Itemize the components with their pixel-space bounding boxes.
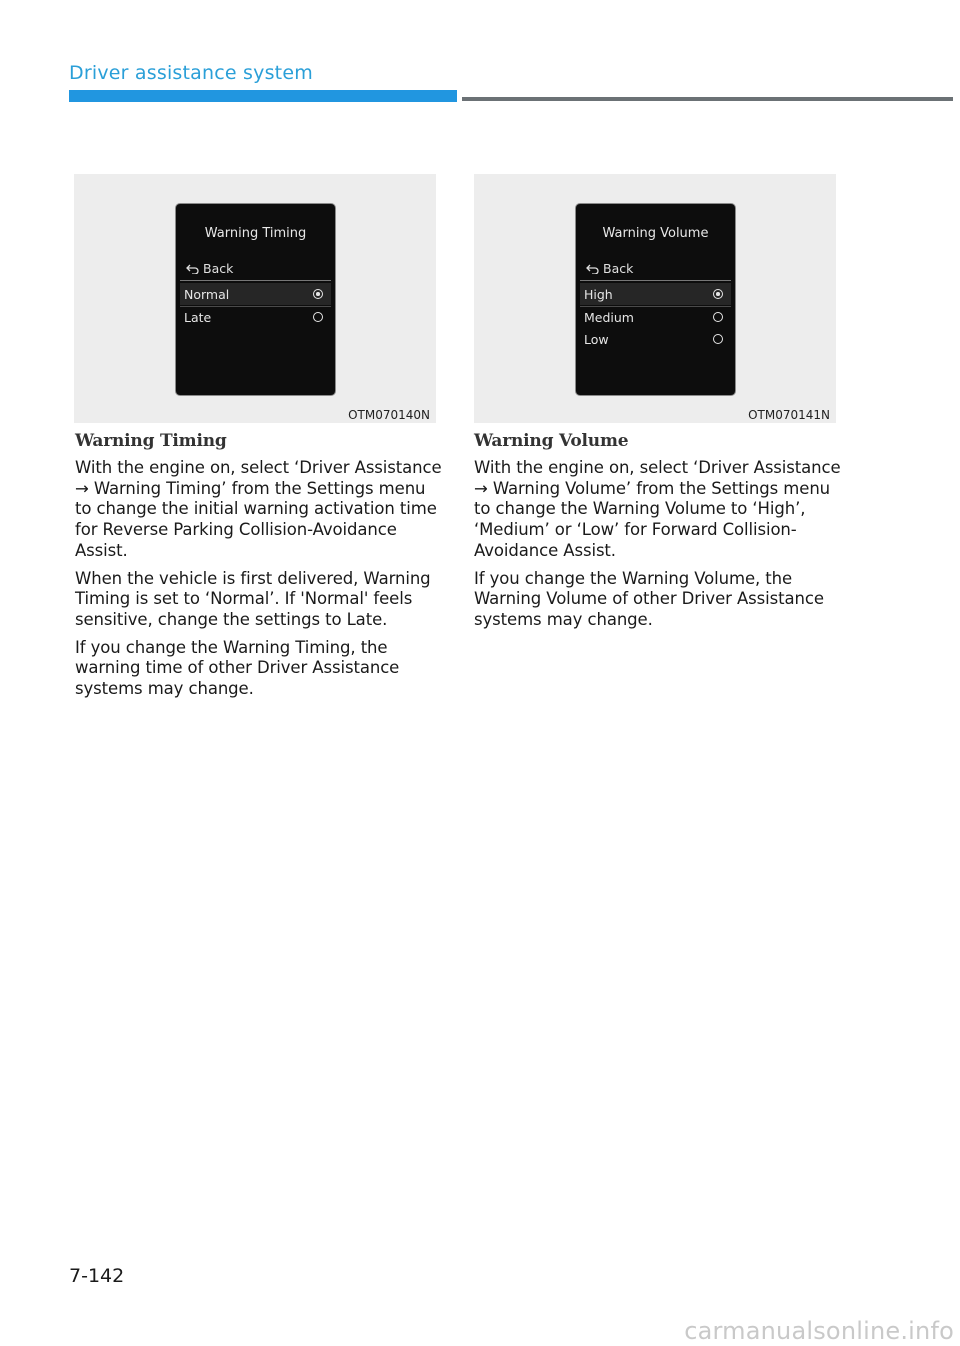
option-label: Normal — [184, 286, 230, 302]
section-heading: Warning Volume — [474, 431, 629, 451]
radio-selected-icon — [713, 289, 723, 299]
page-number: 7-142 — [69, 1265, 125, 1287]
option-normal — [180, 283, 331, 305]
back-label: Back — [203, 261, 234, 276]
radio-unselected-icon — [313, 312, 323, 322]
radio-selected-icon — [313, 289, 323, 299]
figure-warning-timing — [74, 174, 436, 423]
back-button — [586, 261, 633, 276]
radio-unselected-icon — [713, 312, 723, 322]
figure-warning-volume — [474, 174, 836, 423]
chapter-title: Driver assistance system — [69, 62, 313, 84]
figure-code: OTM070140N — [348, 408, 430, 422]
paragraph: If you change the Warning Volume, the Warning Volume of other Driver Assistance systems may change. — [474, 568, 824, 629]
option-label: High — [584, 286, 613, 302]
option-high — [580, 283, 731, 305]
option-low — [580, 328, 731, 350]
back-arrow-icon — [186, 264, 199, 274]
header-bar-accent — [69, 90, 457, 102]
figure-code: OTM070141N — [748, 408, 830, 422]
option-late — [180, 306, 331, 328]
back-label: Back — [603, 261, 634, 276]
radio-unselected-icon — [713, 334, 723, 344]
back-button — [186, 261, 233, 276]
option-label: Low — [584, 331, 609, 347]
watermark: carmanualsonline.info — [684, 1317, 954, 1345]
divider — [180, 280, 331, 281]
header-bar-line — [462, 97, 953, 101]
option-medium — [580, 306, 731, 328]
paragraph: With the engine on, select ‘Driver Assistance → Warning Timing’ from the Settings menu to change the initial warning activation time for Reverse Parking Collision-Avoidance Assist. — [75, 458, 442, 560]
divider — [580, 280, 731, 281]
paragraph: When the vehicle is first delivered, Warning Timing is set to ‘Normal’. If 'Normal' feels sensitive, change the settings to Late. — [75, 568, 431, 629]
screen-title: Warning Volume — [602, 226, 709, 241]
back-arrow-icon — [586, 264, 599, 274]
paragraph: If you change the Warning Timing, the warning time of other Driver Assistance systems may change. — [75, 637, 400, 699]
section-warning-timing — [75, 431, 445, 707]
section-heading: Warning Timing — [75, 431, 227, 451]
option-label: Late — [184, 309, 212, 325]
cluster-screen — [575, 203, 736, 396]
section-warning-volume — [474, 431, 844, 638]
option-label: Medium — [584, 309, 634, 325]
paragraph: With the engine on, select ‘Driver Assistance → Warning Volume’ from the Settings menu to change the Warning Volume to ‘High’, ‘Medium’ or ‘Low’ for Forward Collision-Avoidance Assist. — [474, 458, 841, 560]
screen-title: Warning Timing — [204, 226, 307, 241]
cluster-screen — [175, 203, 336, 396]
